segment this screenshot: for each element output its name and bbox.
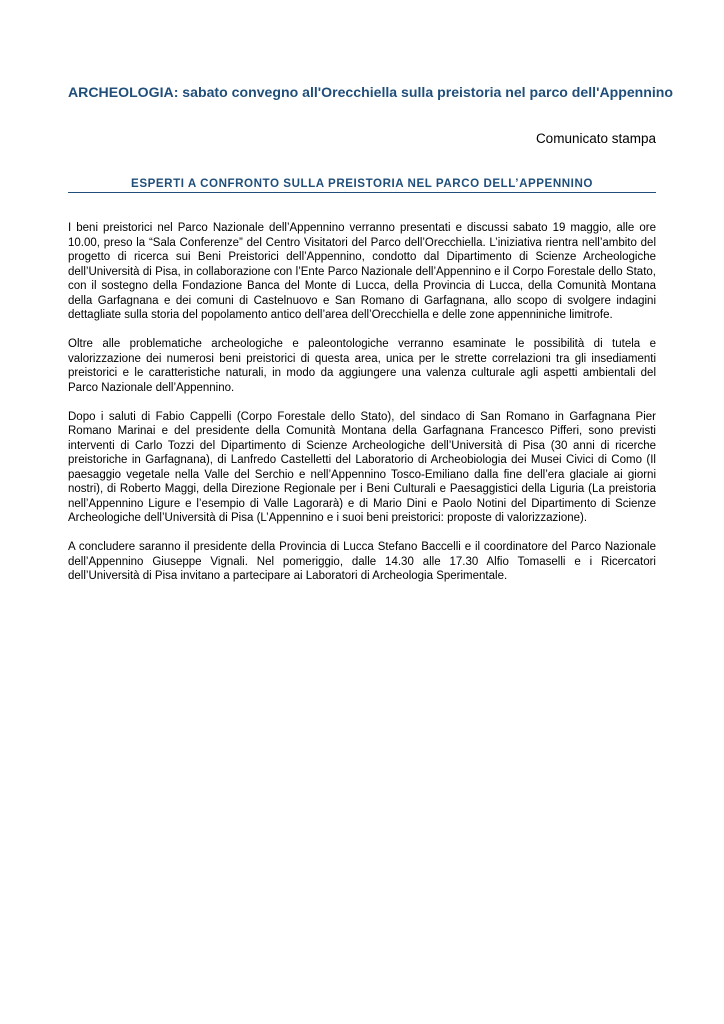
press-release-label: Comunicato stampa	[535, 131, 656, 146]
paragraph: A concludere saranno il presidente della Provincia di Lucca Stefano Baccelli e il coordinatore del Parco Nazionale dell’Appennino Giuseppe Vignali. Nel pomeriggio, dalle 14.30 alle 17.30 Alfio Tomaselli e i Ricercatori dell’Università di Pisa invitano a partecipare ai Laboratori di Archeologia Sperimentale.	[68, 541, 656, 582]
article-body	[68, 221, 656, 598]
document-page	[68, 0, 674, 1024]
headline: ARCHEOLOGIA: sabato convegno all'Orecchiella sulla preistoria nel parco dell'Appennino	[68, 84, 674, 100]
paragraph: Oltre alle problematiche archeologiche e paleontologiche verranno esaminate le possibilità di tutela e valorizzazione dei numerosi beni preistorici di questa area, unica per le strette correlazioni tra gli insediamenti preistorici e le caratteristiche naturali, in modo da aggiungere una valenza culturale agli aspetti ambientali del Parco Nazionale dell’Appennino.	[68, 338, 656, 394]
paragraph: Dopo i saluti di Fabio Cappelli (Corpo Forestale dello Stato), del sindaco di San Romano in Garfagnana Pier Romano Marinai e del presidente della Comunità Montana della Garfagnana Francesco Pifferi, sono previsti interventi di Carlo Tozzi del Dipartimento di Scienze Archeologiche dell’Università di Pisa (30 anni di ricerche preistoriche in Garfagnana), di Lanfredo Castelletti del Laboratorio di Archeobiologia dei Musei Civici di Como (Il paesaggio vegetale nella Valle del Serchio e nell’Appennino Tosco-Emiliano dalla fine dell’era glaciale ai giorni nostri), di Roberto Maggi, della Direzione Regionale per i Beni Culturali e Paesaggistici della Liguria (La preistoria nell’Appennino Ligure e l’esempio di Valle Lagorarà) e di Mario Dini e Paolo Notini del Dipartimento di Scienze Archeologiche dell’Università di Pisa (L’Appennino e i suoi beni preistorici: proposte di valorizzazione).	[68, 410, 656, 524]
divider-rule	[68, 192, 656, 193]
paragraph: I beni preistorici nel Parco Nazionale dell’Appennino verranno presentati e discussi sabato 19 maggio, alle ore 10.00, preso la “Sala Conferenze” del Centro Visitatori del Parco dell’Orecchiella. L’iniziativa rientra nell’ambito del progetto di ricerca sui Beni Preistorici dell’Appennino, condotto dal Dipartimento di Scienze Archeologiche dell’Università di Pisa, in collaborazione con l’Ente Parco Nazionale dell’Appennino e il Corpo Forestale dello Stato, con il sostegno della Fondazione Banca del Monte di Lucca, della Provincia di Lucca, della Comunità Montana della Garfagnana e dei comuni di Castelnuovo e San Romano di Garfagnana, allo scopo di svolgere indagini dettagliate sulla storia del popolamento antico dell’area dell’Orecchiella e delle zone appenniniche limitrofe.	[68, 222, 656, 321]
subheading: ESPERTI A CONFRONTO SULLA PREISTORIA NEL PARCO DELL’APPENNINO	[131, 177, 593, 190]
